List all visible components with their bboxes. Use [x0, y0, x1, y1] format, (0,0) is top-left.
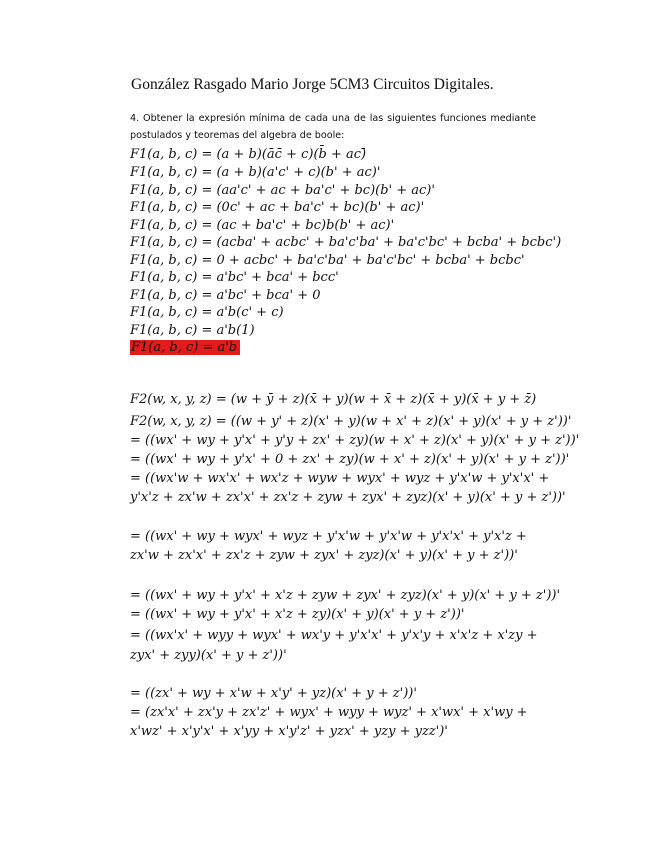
f2-line-2: F2(w, x, y, z) = ((w + y' + z)(x' + y)(w + x' + z)(x' + y)(x' + y + z'))'	[130, 414, 572, 429]
f1-line-10: F1(a, b, c) = a'b(c' + c)	[130, 305, 284, 320]
f2-line-7: = ((wx' + wy + wyx' + wyz + y'x'w + y'x'w + y'x'x' + y'x'z +	[130, 529, 527, 544]
f2-line-11: = ((wx'x' + wyy + wyx' + wx'y + y'x'x' + y'x'y + x'x'z + x'zy +	[130, 628, 538, 643]
f2-line-4: = ((wx' + wy + y'x' + 0 + zx' + zy)(w + x' + z)(x' + y)(x' + y + z'))'	[130, 452, 570, 467]
document-title: González Rasgado Mario Jorge 5CM3 Circuitos Digitales.	[131, 76, 494, 93]
problem-statement: 4. Obtener la expresión mínima de cada una de las siguientes funciones mediante postulados y teoremas del algebra de boole:	[130, 113, 536, 141]
f1-line-11: F1(a, b, c) = a'b(1)	[130, 323, 255, 338]
f1-line-7: F1(a, b, c) = 0 + acbc' + ba'c'ba' + ba'c'bc' + bcba' + bcbc'	[130, 253, 525, 268]
f1-line-8: F1(a, b, c) = a'bc' + bca' + bcc'	[130, 270, 339, 285]
f1-line-4: F1(a, b, c) = (0c' + ac + ba'c' + bc)(b' + ac)'	[130, 200, 425, 215]
f1-line-9: F1(a, b, c) = a'bc' + bca' + 0	[130, 288, 321, 303]
f2-line-6: y'x'z + zx'w + zx'x' + zx'z + zyw + zyx' + zyz)(x' + y)(x' + y + z'))'	[130, 490, 566, 505]
f2-line-5: = ((wx'w + wx'x' + wx'z + wyw + wyx' + wyz + y'x'w + y'x'x' +	[130, 471, 550, 486]
f2-line-14: = (zx'x' + zx'y + zx'z' + wyx' + wyy + wyz' + x'wx' + x'wy +	[130, 705, 528, 720]
f1-result	[130, 339, 600, 356]
f1-line-6: F1(a, b, c) = (acba' + acbc' + ba'c'ba' + ba'c'bc' + bcba' + bcbc')	[130, 235, 562, 250]
f2-line-9: = ((wx' + wy + y'x' + x'z + zyw + zyx' + zyz)(x' + y)(x' + y + z'))'	[130, 588, 561, 603]
f1-line-2: F1(a, b, c) = (a + b)(a'c' + c)(b' + ac)'	[130, 165, 381, 180]
f2-line-13: = ((zx' + wy + x'w + x'y' + yz)(x' + y + z'))'	[130, 686, 417, 701]
f2-line-3: = ((wx' + wy + y'x' + y'y + zx' + zy)(w + x' + z)(x' + y)(x' + y + z'))'	[130, 433, 580, 448]
f2-line-12: zyx' + zyy)(x' + y + z'))'	[130, 648, 287, 663]
f2-line-8: zx'w + zx'x' + zx'z + zyw + zyx' + zyz)(x' + y)(x' + y + z'))'	[130, 548, 518, 563]
f2-line-1: F2(w, x, y, z) = (w + ȳ + z)(x̄ + y)(w + x̄ + z)(x̄ + y)(x̄ + y + z̄)	[130, 392, 537, 407]
f1-line-5: F1(a, b, c) = (ac + ba'c' + bc)b(b' + ac)'	[130, 218, 395, 233]
f1-line-3: F1(a, b, c) = (aa'c' + ac + ba'c' + bc)(b' + ac)'	[130, 183, 435, 198]
f2-line-10: = ((wx' + wy + y'x' + x'z + zy)(x' + y)(x' + y + z'))'	[130, 607, 465, 622]
f1-line-1: F1(a, b, c) = (a + b)(āc̄ + c)(b̄ + ac)̄	[130, 147, 367, 162]
f1-result-highlight: F1(a, b, c) = a'b	[130, 340, 240, 355]
f2-line-15: x'wz' + x'y'x' + x'yy + x'y'z' + yzx' + yzy + yzz')'	[130, 724, 448, 739]
